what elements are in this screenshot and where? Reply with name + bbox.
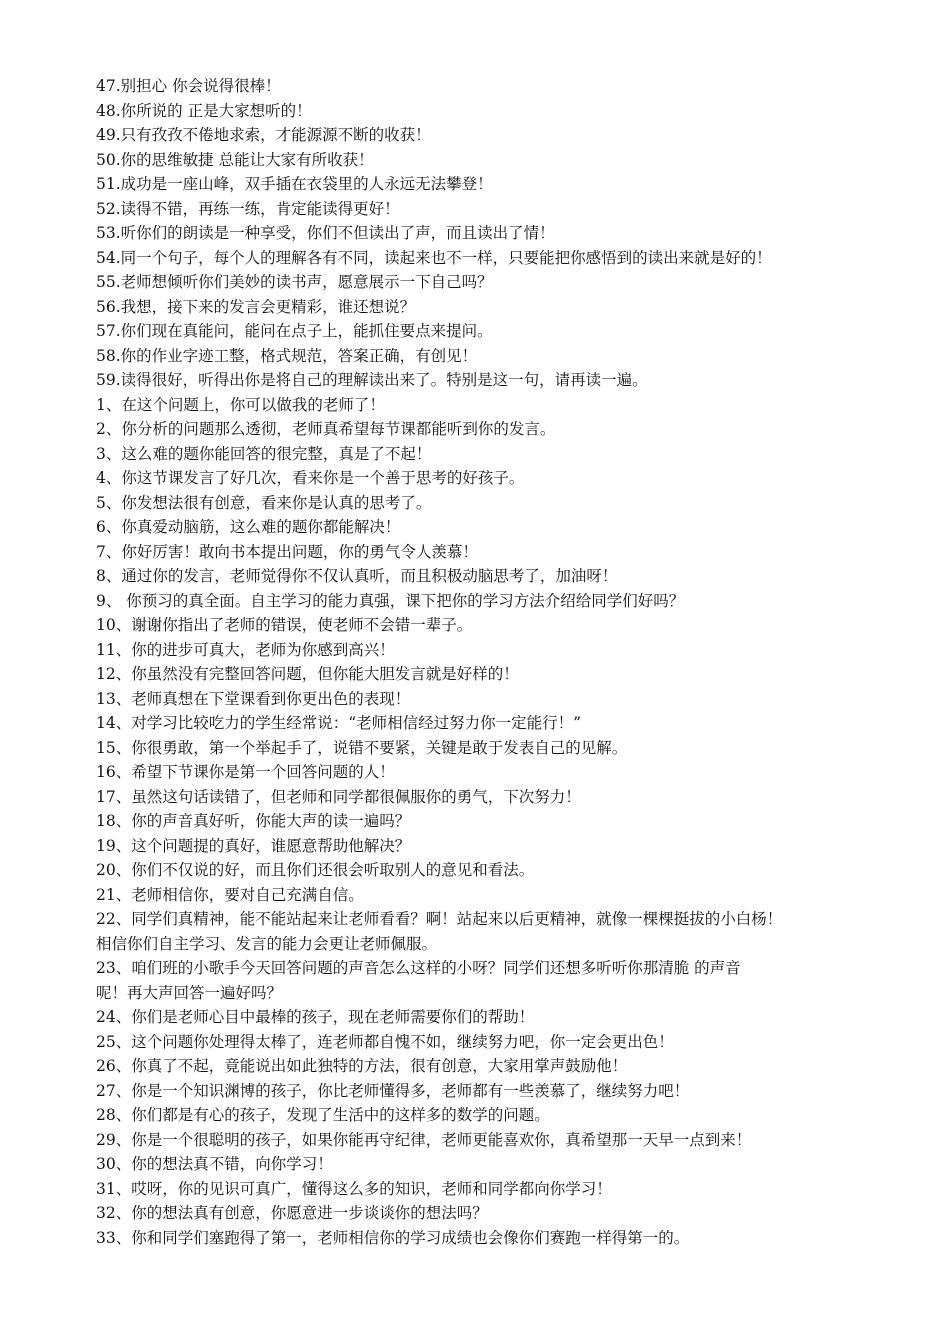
text-line: 47.别担心 你会说得很棒！ bbox=[96, 77, 281, 95]
text-line: 12、你虽然没有完整回答问题，但你能大胆发言就是好样的！ bbox=[96, 665, 519, 683]
text-line: 30、你的想法真不错，向你学习！ bbox=[96, 1155, 333, 1173]
text-line: 13、老师真想在下堂课看到你更出色的表现！ bbox=[96, 689, 411, 708]
text-line: 9、 你预习的真全面。自主学习的能力真强，课下把你的学习方法介绍给同学们好吗？ bbox=[96, 591, 685, 610]
text-line: 23、咱们班的小歌手今天回答问题的声音怎么这样的小呀？同学们还想多听听你那清脆 的声音 bbox=[96, 959, 741, 977]
text-line: 14、对学习比较吃力的学生经常说：“老师相信经过努力你一定能行！” bbox=[96, 714, 582, 732]
text-line: 59.读得很好，听得出你是将自己的理解读出来了。特别是这一句，请再读一遍。 bbox=[96, 371, 648, 389]
text-line: 20、你们不仅说的好，而且你们还很会听取别人的意见和看法。 bbox=[96, 861, 535, 879]
text-line: 3、这么难的题你能回答的很完整，真是了不起！ bbox=[96, 444, 432, 463]
text-line: 16、希望下节课你是第一个回答问题的人！ bbox=[96, 763, 395, 781]
text-line: 55.老师想倾听你们美妙的读书声，愿意展示一下自己吗？ bbox=[96, 273, 493, 291]
text-line: 21、老师相信你，要对自己充满自信。 bbox=[96, 885, 364, 904]
text-line: 32、你的想法真有创意，你愿意进一步谈谈你的想法吗？ bbox=[96, 1204, 488, 1222]
text-line: 24、你们是老师心目中最棒的孩子，现在老师需要你们的帮助！ bbox=[96, 1008, 535, 1026]
text-line: 22、同学们真精神，能不能站起来让老师看看？啊！站起来以后更精神，就像一棵棵挺拔的小白杨！ bbox=[96, 910, 783, 928]
text-line: 17、虽然这句话读错了，但老师和同学都很佩服你的勇气，下次努力！ bbox=[96, 787, 581, 806]
text-line: 54.同一个句子，每个人的理解各有不同，读起来也不一样，只要能把你感悟到的读出来就是好的！ bbox=[96, 248, 772, 267]
text-line: 51.成功是一座山峰，双手插在衣袋里的人永远无法攀登！ bbox=[96, 175, 493, 193]
text-line: 18、你的声音真好听，你能大声的读一遍吗？ bbox=[96, 812, 411, 830]
text-line: 2、你分析的问题那么透彻，老师真希望每节课都能听到你的发言。 bbox=[96, 420, 556, 438]
text-line: 15、你很勇敢，第一个举起手了，说错不要紧，关键是敢于发表自己的见解。 bbox=[96, 738, 628, 757]
text-line: 25、这个问题你处理得太棒了，连老师都自愧不如，继续努力吧，你一定会更出色！ bbox=[96, 1032, 674, 1051]
text-line: 呢！再大声回答一遍好吗？ bbox=[96, 983, 283, 1002]
text-line: 53.听你们的朗读是一种享受，你们不但读出了声，而且读出了情！ bbox=[96, 224, 555, 242]
text-line: 29、你是一个很聪明的孩子，如果你能再守纪律，老师更能喜欢你，真希望那一天早一点到来！ bbox=[96, 1130, 752, 1149]
text-line: 4、你这节课发言了好几次，看来你是一个善于思考的好孩子。 bbox=[96, 469, 525, 487]
text-line: 27、你是一个知识渊博的孩子，你比老师懂得多，老师都有一些羡慕了，继续努力吧！ bbox=[96, 1081, 690, 1100]
text-line: 1、在这个问题上，你可以做我的老师了！ bbox=[96, 395, 385, 414]
text-line: 11、你的进步可真大，老师为你感到高兴！ bbox=[96, 640, 395, 659]
text-line: 48.你所说的 正是大家想听的！ bbox=[96, 101, 312, 120]
text-line: 49.只有孜孜不倦地求索，才能源源不断的收获！ bbox=[96, 126, 431, 144]
text-line: 57.你们现在真能问，能问在点子上，能抓住要点来提问。 bbox=[96, 322, 493, 340]
text-line: 26、你真了不起，竟能说出如此独特的方法，很有创意，大家用掌声鼓励他！ bbox=[96, 1057, 628, 1075]
text-line: 19、这个问题提的真好，谁愿意帮助他解决？ bbox=[96, 836, 411, 855]
text-line: 50.你的思维敏捷 总能让大家有所收获！ bbox=[96, 150, 374, 169]
text-line: 33、你和同学们塞跑得了第一，老师相信你的学习成绩也会像你们赛跑一样得第一的。 bbox=[96, 1228, 690, 1247]
text-line: 7、你好厉害！敢向书本提出问题，你的勇气令人羡慕！ bbox=[96, 542, 478, 561]
text-line: 31、哎呀，你的见识可真广，懂得这么多的知识，老师和同学都向你学习！ bbox=[96, 1179, 612, 1198]
text-line: 56.我想，接下来的发言会更精彩，谁还想说？ bbox=[96, 297, 416, 316]
text-line: 8、通过你的发言，老师觉得你不仅认真听，而且积极动脑思考了，加油呀！ bbox=[96, 567, 618, 585]
text-line: 10、谢谢你指出了老师的错误，使老师不会错一辈子。 bbox=[96, 616, 473, 634]
text-line: 相信你们自主学习、发言的能力会更让老师佩服。 bbox=[96, 934, 438, 953]
text-line: 58.你的作业字迹工整，格式规范，答案正确，有创见！ bbox=[96, 346, 478, 365]
text-line: 5、你发想法很有创意，看来你是认真的思考了。 bbox=[96, 493, 432, 512]
text-line: 6、你真爱动脑筋，这么难的题你都能解决！ bbox=[96, 518, 401, 536]
text-line: 52.读得不错，再练一练，肯定能读得更好！ bbox=[96, 199, 400, 218]
document-page bbox=[96, 74, 906, 1250]
text-line: 28、你们都是有心的孩子，发现了生活中的这样多的数学的问题。 bbox=[96, 1106, 550, 1124]
